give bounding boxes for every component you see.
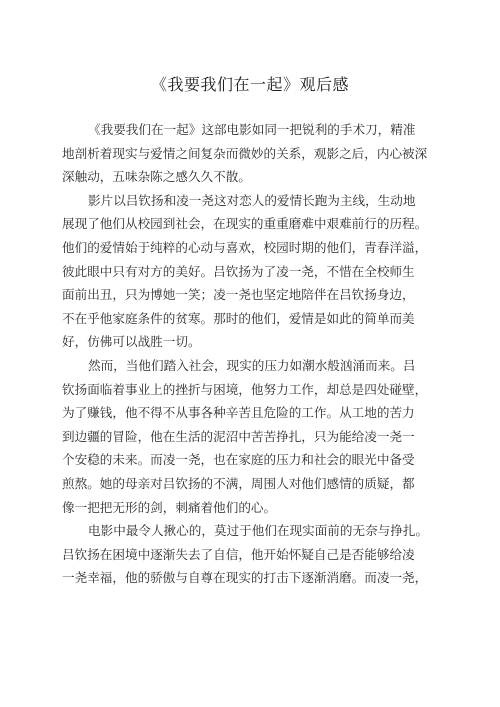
paragraph-2-line-5: 面前出丑，只为博她一笑；凌一尧也坚定地陪伴在吕钦扬身边，	[62, 287, 415, 303]
paragraph-3-line-4: 到边疆的冒险，他在生活的泥沼中苦苦挣扎，只为能给凌一尧一	[62, 428, 415, 444]
paragraph-3-line-2: 钦扬面临着事业上的挫折与困境，他努力工作，却总是四处碰壁，	[62, 381, 428, 397]
paragraph-1-line-1: 《我要我们在一起》这部电影如同一把锐利的手术刀，精准	[88, 122, 416, 137]
paragraph-2-line-3: 他们的爱情始于纯粹的心动与喜欢，校园时期的他们，青春洋溢，	[62, 239, 428, 255]
paragraph-3-line-7: 像一把把无形的剑，刺痛着他们的心。	[62, 499, 277, 515]
paragraph-4-line-3: 一尧幸福，他的骄傲与自尊在现实的打击下逐渐消磨。而凌一尧，	[62, 570, 428, 586]
paragraph-2-line-4: 彼此眼中只有对方的美好。吕钦扬为了凌一尧，不惜在全校师生	[62, 263, 415, 279]
paragraph-2-line-7: 好，仿佛可以战胜一切。	[62, 334, 201, 350]
paragraph-4-line-1: 电影中最令人揪心的，莫过于他们在现实面前的无奈与挣扎。	[88, 523, 429, 539]
document-body	[62, 118, 442, 590]
paragraph-1-line-3: 深触动，五味杂陈之感久久不散。	[62, 169, 251, 185]
paragraph-4-line-2: 吕钦扬在困境中逐渐失去了自信，他开始怀疑自己是否能够给凌	[62, 546, 415, 562]
paragraph-1-line-2: 地剖析着现实与爱情之间复杂而微妙的关系，观影之后，内心被深	[62, 145, 428, 161]
paragraph-2-line-2: 展现了他们从校园到社会，在现实的重重磨难中艰难前行的历程。	[62, 216, 428, 232]
paragraph-3-line-1: 然而，当他们踏入社会，现实的压力如潮水般汹涌而来。吕	[88, 357, 416, 373]
paragraph-3-line-6: 煎熬。她的母亲对吕钦扬的不满，周围人对他们感情的质疑，都	[62, 475, 415, 491]
paragraph-2-line-6: 不在乎他家庭条件的贫寒。那时的他们，爱情是如此的简单而美	[62, 310, 415, 326]
paragraph-3-line-3: 为了赚钱，他不得不从事各种辛苦且危险的工作。从工地的苦力	[62, 405, 415, 421]
paragraph-2-line-1: 影片以吕钦扬和凌一尧这对恋人的爱情长跑为主线，生动地	[88, 192, 416, 208]
document-title: 《我要我们在一起》观后感	[150, 75, 349, 94]
paragraph-3-line-5: 个安稳的未来。而凌一尧，也在家庭的压力和社会的眼光中备受	[62, 452, 415, 468]
